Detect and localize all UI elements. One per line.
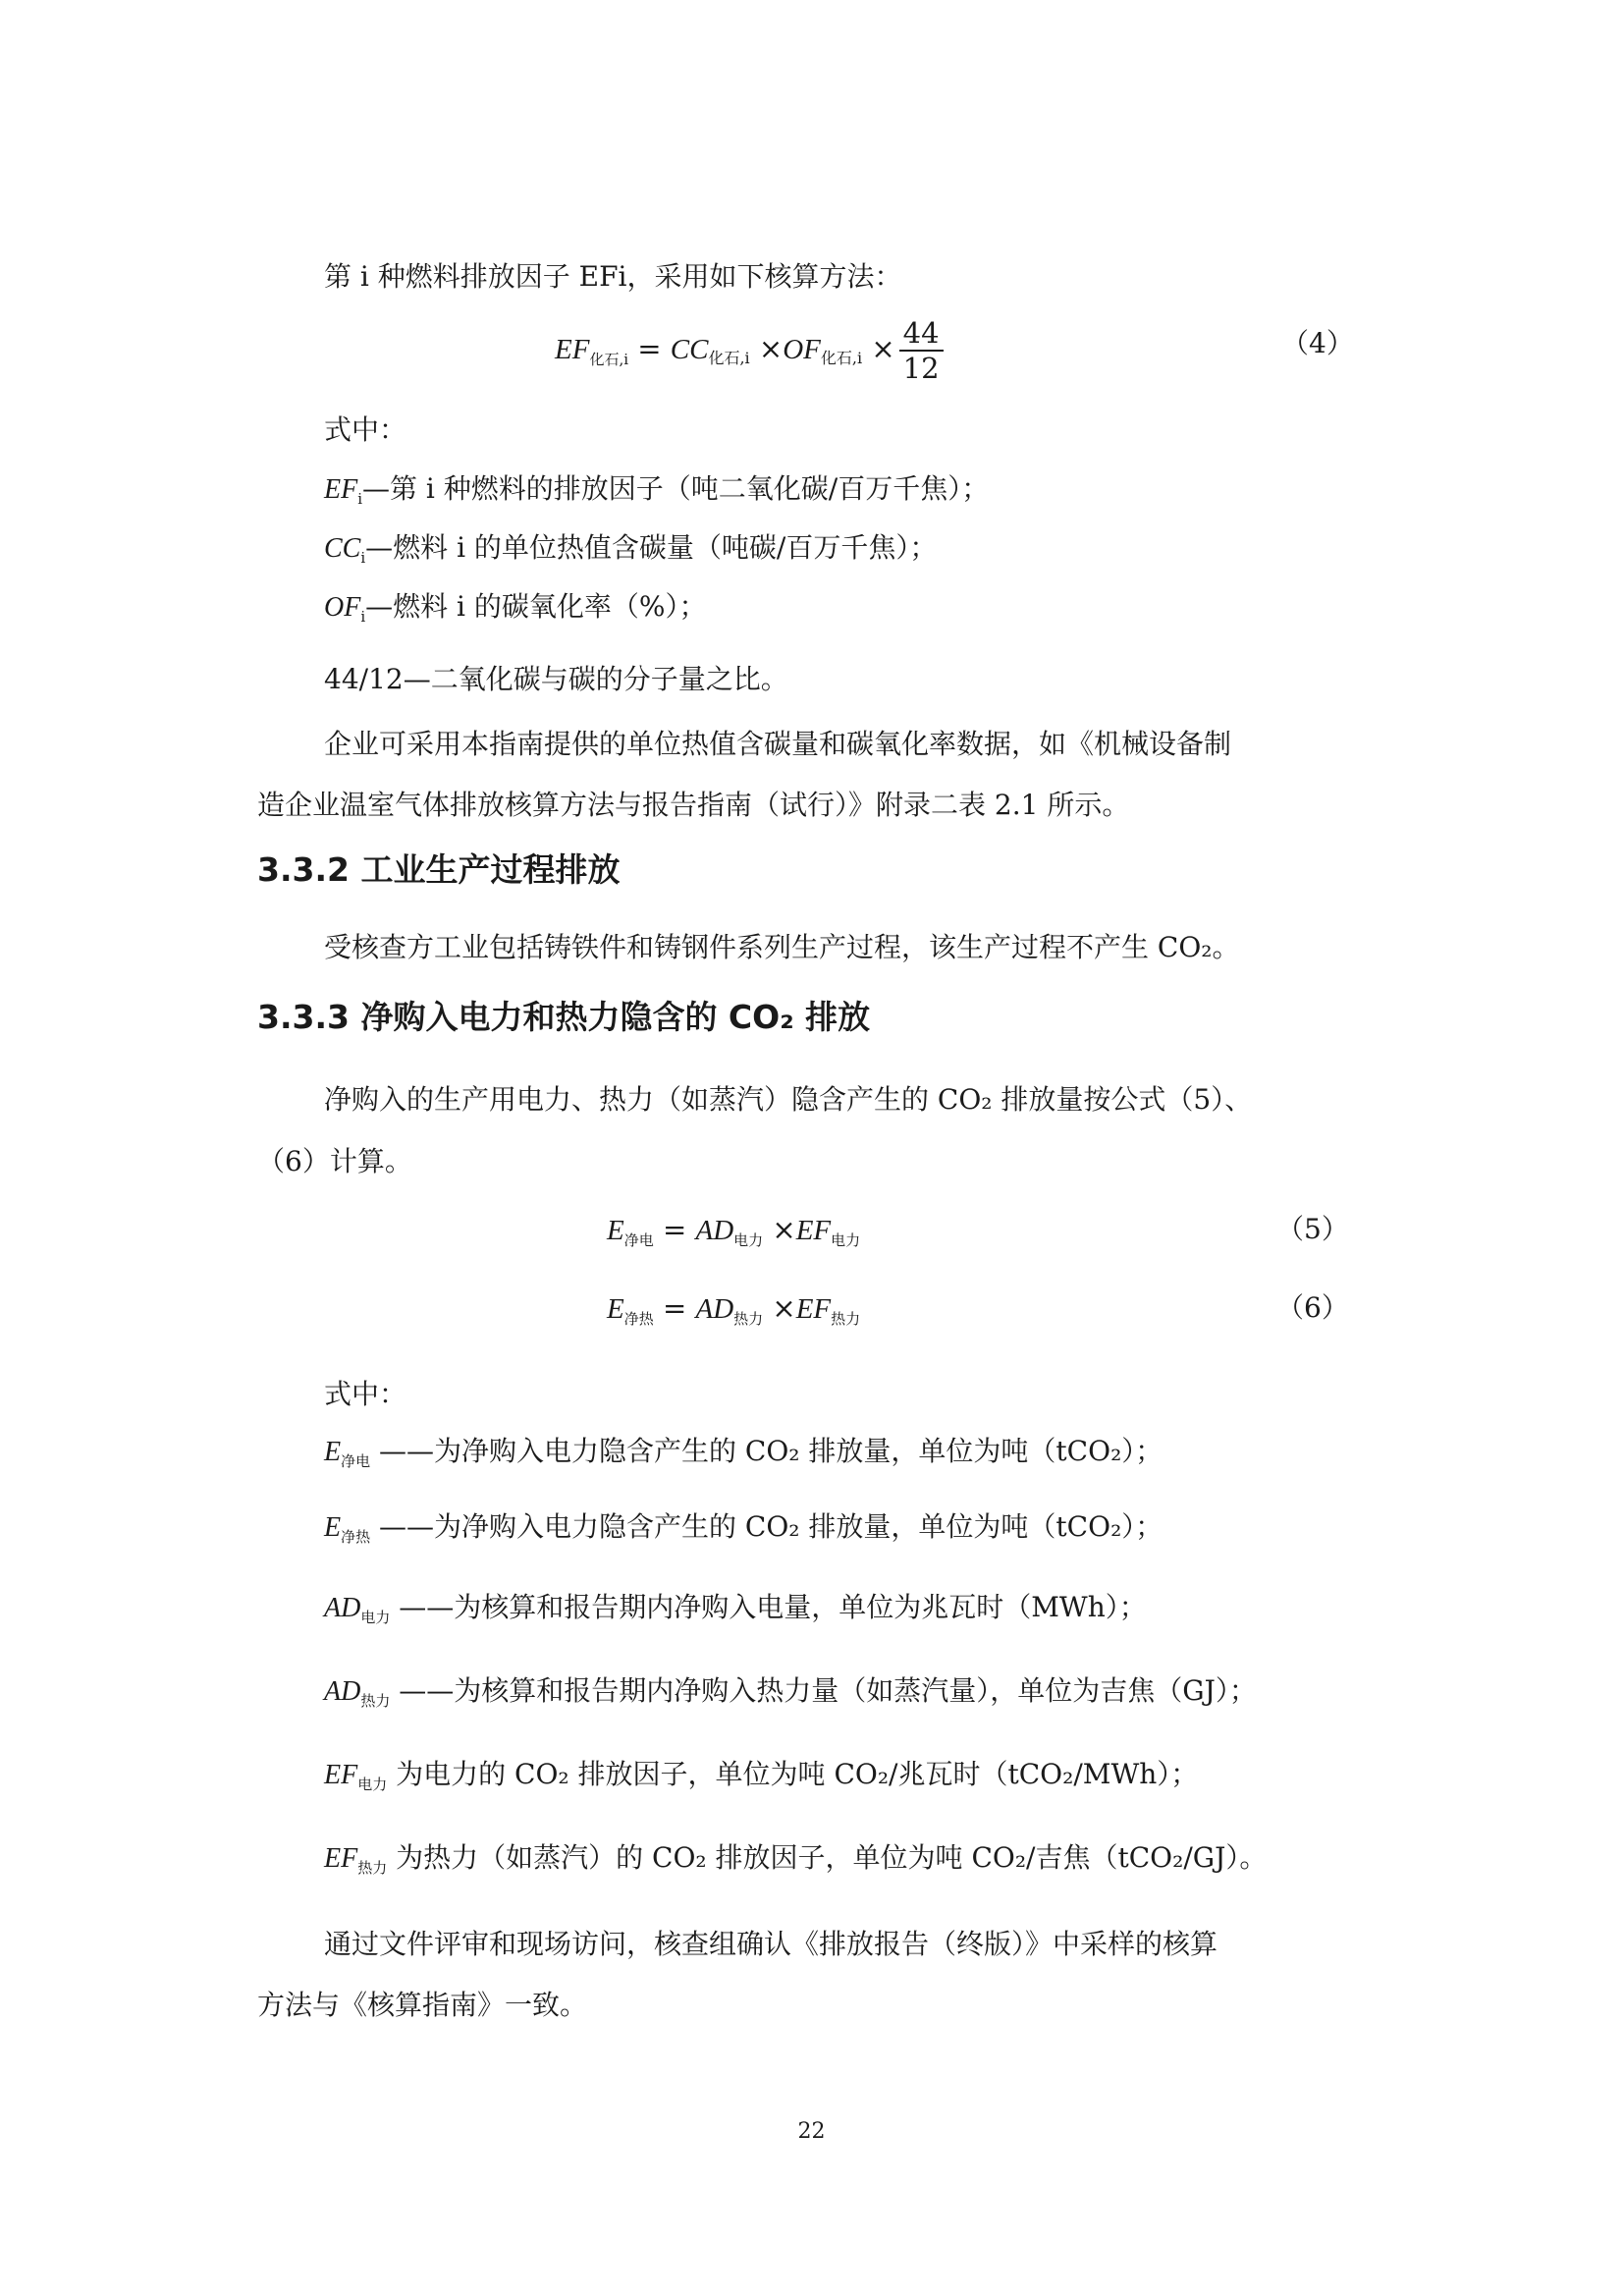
intro-line: 第 i 种燃料排放因子 EFi，采用如下核算方法： — [324, 260, 902, 293]
fraction-44-12: $\frac{44}{12}$ — [899, 316, 944, 385]
definition-cc: $CC_i—$燃料 i 的单位热值含碳量（吨碳/百万千焦）； — [324, 531, 938, 567]
definition-ef: $EF_i—$第 i 种燃料的排放因子（吨二氧化碳/百万千焦）； — [324, 472, 990, 508]
section-heading-3-3-2: 3.3.2 工业生产过程排放 — [257, 850, 621, 889]
paragraph-4-line-1: 通过文件评审和现场访问，核查组确认《排放报告（终版）》中采样的核算 — [324, 1928, 1218, 1960]
definition-ef-electric: $EF_{电力}$ 为电力的 CO₂ 排放因子，单位为吨 CO₂/兆瓦时（tCO₂/MWh）； — [324, 1758, 1199, 1793]
ratio-definition: 44/12—二氧化碳与碳的分子量之比。 — [324, 663, 788, 695]
formula-6: $E_{净热} = AD_{热力} \times EF_{热力}$ — [607, 1291, 861, 1328]
paragraph-1-line-1: 企业可采用本指南提供的单位热值含碳量和碳氧化率数据，如《机械设备制 — [324, 728, 1232, 760]
paragraph-3-line-2: （6）计算。 — [257, 1145, 412, 1177]
paragraph-4-line-2: 方法与《核算指南》一致。 — [257, 1989, 588, 2021]
definition-ad-heat: $AD_{热力}$ ——为核算和报告期内净购入热力量（如蒸汽量），单位为吉焦（GJ）； — [324, 1674, 1257, 1710]
formula-5: $E_{净电} = AD_{电力} \times EF_{电力}$ — [607, 1213, 861, 1249]
paragraph-1-line-2: 造企业温室气体排放核算方法与报告指南（试行）》附录二表 2.1 所示。 — [257, 789, 1130, 821]
paragraph-3-line-1: 净购入的生产用电力、热力（如蒸汽）隐含产生的 CO₂ 排放量按公式（5）、 — [324, 1083, 1253, 1116]
where-label-2: 式中： — [324, 1378, 407, 1410]
formula-4: $EF_{化石,i} = CC_{化石,i} \times OF_{化石,i}$ × $\frac{44}{12}$ — [555, 316, 944, 385]
definition-of: $OF_i—$燃料 i 的碳氧化率（%）； — [324, 590, 707, 626]
definition-e-net-electric: $E_{净电}$ ——为净购入电力隐含产生的 CO₂ 排放量，单位为吨（tCO₂）； — [324, 1435, 1163, 1470]
definition-ef-heat: $EF_{热力}$ 为热力（如蒸汽）的 CO₂ 排放因子，单位为吨 CO₂/吉焦（tCO₂/GJ）。 — [324, 1841, 1268, 1877]
where-label-1: 式中： — [324, 413, 407, 446]
equation-number-6: （6） — [1276, 1291, 1349, 1324]
paragraph-2: 受核查方工业包括铸铁件和铸钢件系列生产过程，该生产过程不产生 CO₂。 — [324, 931, 1240, 963]
section-heading-3-3-3: 3.3.3 净购入电力和热力隐含的 CO₂ 排放 — [257, 998, 871, 1036]
equation-number-4: （4） — [1281, 327, 1354, 359]
definition-e-net-heat: $E_{净热}$ ——为净购入电力隐含产生的 CO₂ 排放量，单位为吨（tCO₂）； — [324, 1510, 1163, 1546]
equation-number-5: （5） — [1276, 1213, 1349, 1245]
definition-ad-electric: $AD_{电力}$ ——为核算和报告期内净购入电量，单位为兆瓦时（MWh）； — [324, 1591, 1147, 1626]
page-number: 22 — [797, 2119, 826, 2144]
